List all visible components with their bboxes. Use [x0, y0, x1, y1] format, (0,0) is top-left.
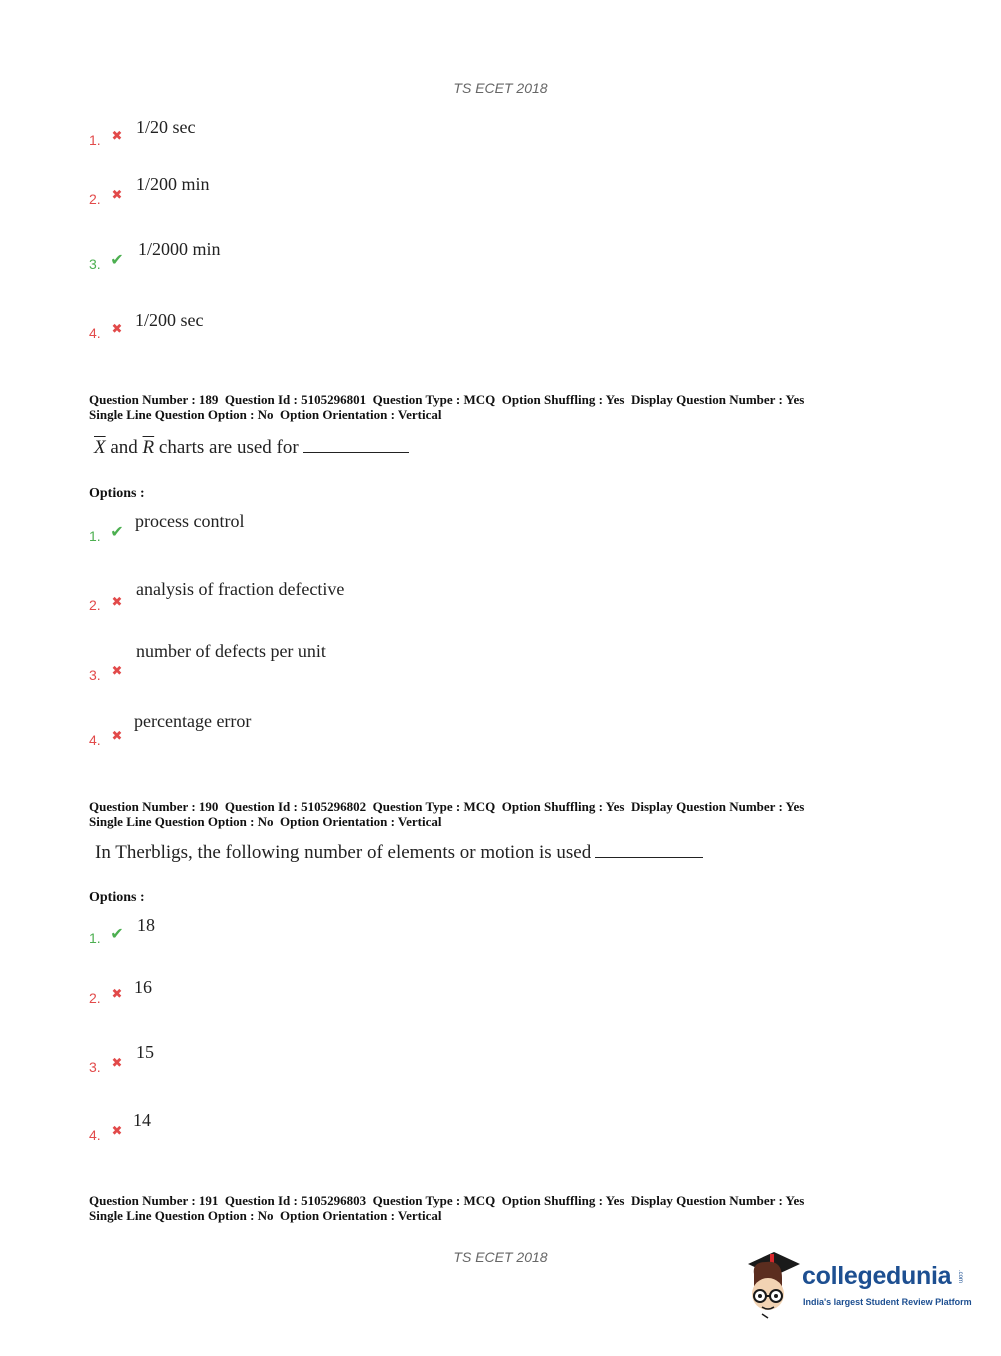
mascot-icon — [742, 1250, 802, 1320]
cross-icon: ✖ — [111, 986, 123, 1002]
logo-suffix: .com — [957, 1270, 963, 1284]
cross-icon: ✖ — [111, 128, 123, 144]
question-text — [94, 437, 409, 459]
cross-icon: ✖ — [111, 663, 123, 679]
option-number: 1. — [89, 132, 101, 148]
option-number: 2. — [89, 191, 101, 207]
option-number: 3. — [89, 667, 101, 683]
check-icon: ✔ — [110, 924, 124, 943]
option-number: 1. — [89, 528, 101, 544]
answer-blank — [595, 856, 703, 858]
option-text: 1/200 min — [136, 174, 210, 194]
question-text-and: and — [105, 437, 143, 458]
cross-icon: ✖ — [111, 1055, 123, 1071]
cross-icon: ✖ — [111, 187, 123, 203]
question-text — [95, 842, 703, 864]
cross-icon: ✖ — [111, 321, 123, 337]
question-text-rest: charts are used for — [154, 437, 299, 458]
option-number: 2. — [89, 597, 101, 613]
cross-icon: ✖ — [111, 594, 123, 610]
question-text-body: In Therbligs, the following number of elements or motion is used — [95, 842, 592, 863]
option-text: 1/20 sec — [136, 117, 196, 137]
option-text: 18 — [137, 915, 155, 935]
check-icon: ✔ — [110, 522, 124, 541]
option-text: 1/200 sec — [135, 310, 204, 330]
option-number: 4. — [89, 325, 101, 341]
option-text: 15 — [136, 1042, 154, 1062]
r-bar-symbol: $\overline{R}$ — [142, 437, 155, 458]
option-number: 4. — [89, 732, 101, 748]
option-number: 2. — [89, 990, 101, 1006]
option-text: process control — [135, 511, 245, 531]
options-label: Options : — [89, 486, 145, 501]
option-number: 4. — [89, 1127, 101, 1143]
option-number: 1. — [89, 930, 101, 946]
collegedunia-logo — [742, 1250, 972, 1320]
option-text: 14 — [133, 1110, 151, 1130]
cross-icon: ✖ — [111, 728, 123, 744]
question-meta-line2: Single Line Question Option : No Option Orientation : Vertical — [89, 1208, 442, 1223]
question-meta-line1: Question Number : 189 Question Id : 5105296801 Question Type : MCQ Option Shuffling : Yes Display Question Number : Yes — [89, 392, 805, 407]
check-icon: ✔ — [110, 250, 124, 269]
option-number: 3. — [89, 256, 101, 272]
logo-wordmark: collegedunia — [802, 1262, 952, 1290]
logo-tagline: India's largest Student Review Platform — [803, 1297, 972, 1307]
answer-blank — [303, 451, 409, 453]
option-text: number of defects per unit — [136, 641, 326, 661]
question-meta-line1: Question Number : 190 Question Id : 5105296802 Question Type : MCQ Option Shuffling : Yes Display Question Number : Yes — [89, 799, 805, 814]
question-meta-line2: Single Line Question Option : No Option Orientation : Vertical — [89, 814, 442, 829]
option-number: 3. — [89, 1059, 101, 1075]
question-meta-line1: Question Number : 191 Question Id : 5105296803 Question Type : MCQ Option Shuffling : Yes Display Question Number : Yes — [89, 1193, 805, 1208]
option-text: percentage error — [134, 711, 252, 731]
options-label: Options : — [89, 890, 145, 905]
question-meta-line2: Single Line Question Option : No Option Orientation : Vertical — [89, 407, 442, 422]
page-footer: TS ECET 2018 — [453, 1249, 548, 1265]
page-header: TS ECET 2018 — [453, 80, 548, 96]
cross-icon: ✖ — [111, 1123, 123, 1139]
option-text: 16 — [134, 977, 152, 997]
x-bar-symbol: $\overline{X}$ — [94, 437, 106, 458]
option-text: analysis of fraction defective — [136, 579, 345, 599]
option-text: 1/2000 min — [138, 239, 221, 259]
